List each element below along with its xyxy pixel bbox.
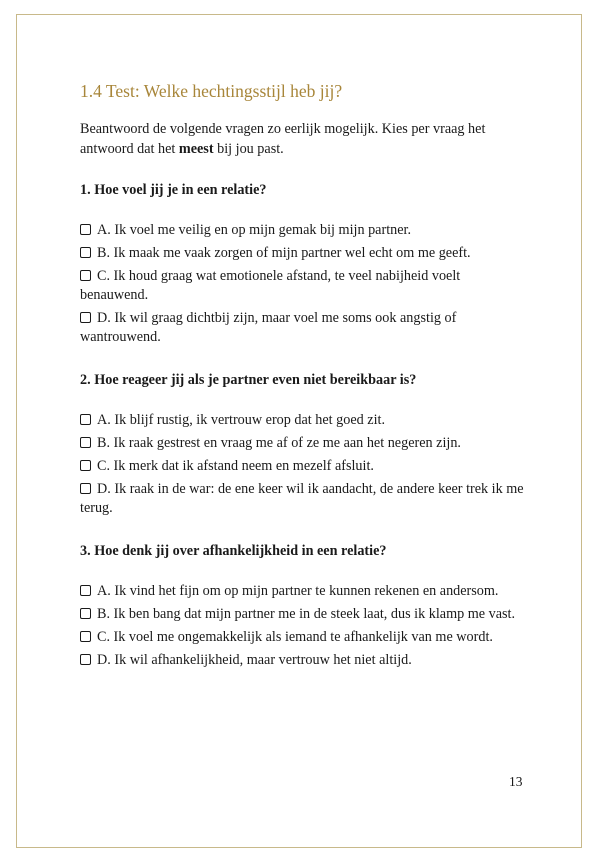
intro-text xyxy=(80,119,525,159)
checkbox-icon[interactable] xyxy=(80,631,91,642)
answer-label: C. Ik houd graag wat emotionele afstand, te veel nabijheid voelt benauwend. xyxy=(80,268,461,303)
answer-option[interactable] xyxy=(80,605,525,624)
answer-label: D. Ik raak in de war: de ene keer wil ik aandacht, de andere keer trek ik me terug. xyxy=(80,481,524,516)
answer-option[interactable] xyxy=(80,221,525,240)
question-3-title: 3. Hoe denk jij over afhankelijkheid in een relatie? xyxy=(80,543,387,559)
answer-label: B. Ik ben bang dat mijn partner me in de steek laat, dus ik klamp me vast. xyxy=(97,606,516,622)
intro-text-start: Beantwoord de volgende vragen zo eerlijk mogelijk. Kies per vraag het antwoord dat het xyxy=(80,121,486,157)
answer-label: D. Ik wil afhankelijkheid, maar vertrouw het niet altijd. xyxy=(97,652,412,668)
checkbox-icon[interactable] xyxy=(80,224,91,235)
question-2-title: 2. Hoe reageer jij als je partner even niet bereikbaar is? xyxy=(80,372,417,388)
checkbox-icon[interactable] xyxy=(80,585,91,596)
checkbox-icon[interactable] xyxy=(80,437,91,448)
checkbox-icon[interactable] xyxy=(80,312,91,323)
answer-label: A. Ik blijf rustig, ik vertrouw erop dat het goed zit. xyxy=(97,412,386,428)
checkbox-icon[interactable] xyxy=(80,270,91,281)
answer-option[interactable] xyxy=(80,582,525,601)
checkbox-icon[interactable] xyxy=(80,483,91,494)
answer-label: D. Ik wil graag dichtbij zijn, maar voel me soms ook angstig of wantrouwend. xyxy=(80,310,457,345)
answer-option[interactable] xyxy=(80,651,525,670)
checkbox-icon[interactable] xyxy=(80,654,91,665)
checkbox-icon[interactable] xyxy=(80,247,91,258)
answer-option[interactable] xyxy=(80,628,525,647)
question-3-options xyxy=(80,582,525,670)
checkbox-icon[interactable] xyxy=(80,414,91,425)
answer-option[interactable] xyxy=(80,434,525,453)
question-1-title: 1. Hoe voel jij je in een relatie? xyxy=(80,182,267,198)
answer-option[interactable] xyxy=(80,267,525,305)
checkbox-icon[interactable] xyxy=(80,608,91,619)
answer-label: A. Ik vind het fijn om op mijn partner te kunnen rekenen en andersom. xyxy=(97,583,499,599)
answer-option[interactable] xyxy=(80,244,525,263)
answer-label: B. Ik maak me vaak zorgen of mijn partner wel echt om me geeft. xyxy=(97,245,471,261)
answer-label: A. Ik voel me veilig en op mijn gemak bij mijn partner. xyxy=(97,222,412,238)
answer-option[interactable] xyxy=(80,411,525,430)
answer-label: B. Ik raak gestrest en vraag me af of ze me aan het negeren zijn. xyxy=(97,435,461,451)
page-content xyxy=(80,80,525,693)
page-number: 13 xyxy=(509,774,523,789)
intro-emphasis: meest xyxy=(178,141,214,157)
answer-option[interactable] xyxy=(80,457,525,476)
question-2-options xyxy=(80,411,525,518)
answer-option[interactable] xyxy=(80,480,525,518)
question-1-options xyxy=(80,221,525,347)
section-title: 1.4 Test: Welke hechtingsstijl heb jij? xyxy=(80,81,343,101)
checkbox-icon[interactable] xyxy=(80,460,91,471)
answer-option[interactable] xyxy=(80,309,525,347)
answer-label: C. Ik merk dat ik afstand neem en mezelf afsluit. xyxy=(97,458,374,474)
intro-text-end: bij jou past. xyxy=(213,141,284,157)
answer-label: C. Ik voel me ongemakkelijk als iemand te afhankelijk van me wordt. xyxy=(97,629,493,645)
